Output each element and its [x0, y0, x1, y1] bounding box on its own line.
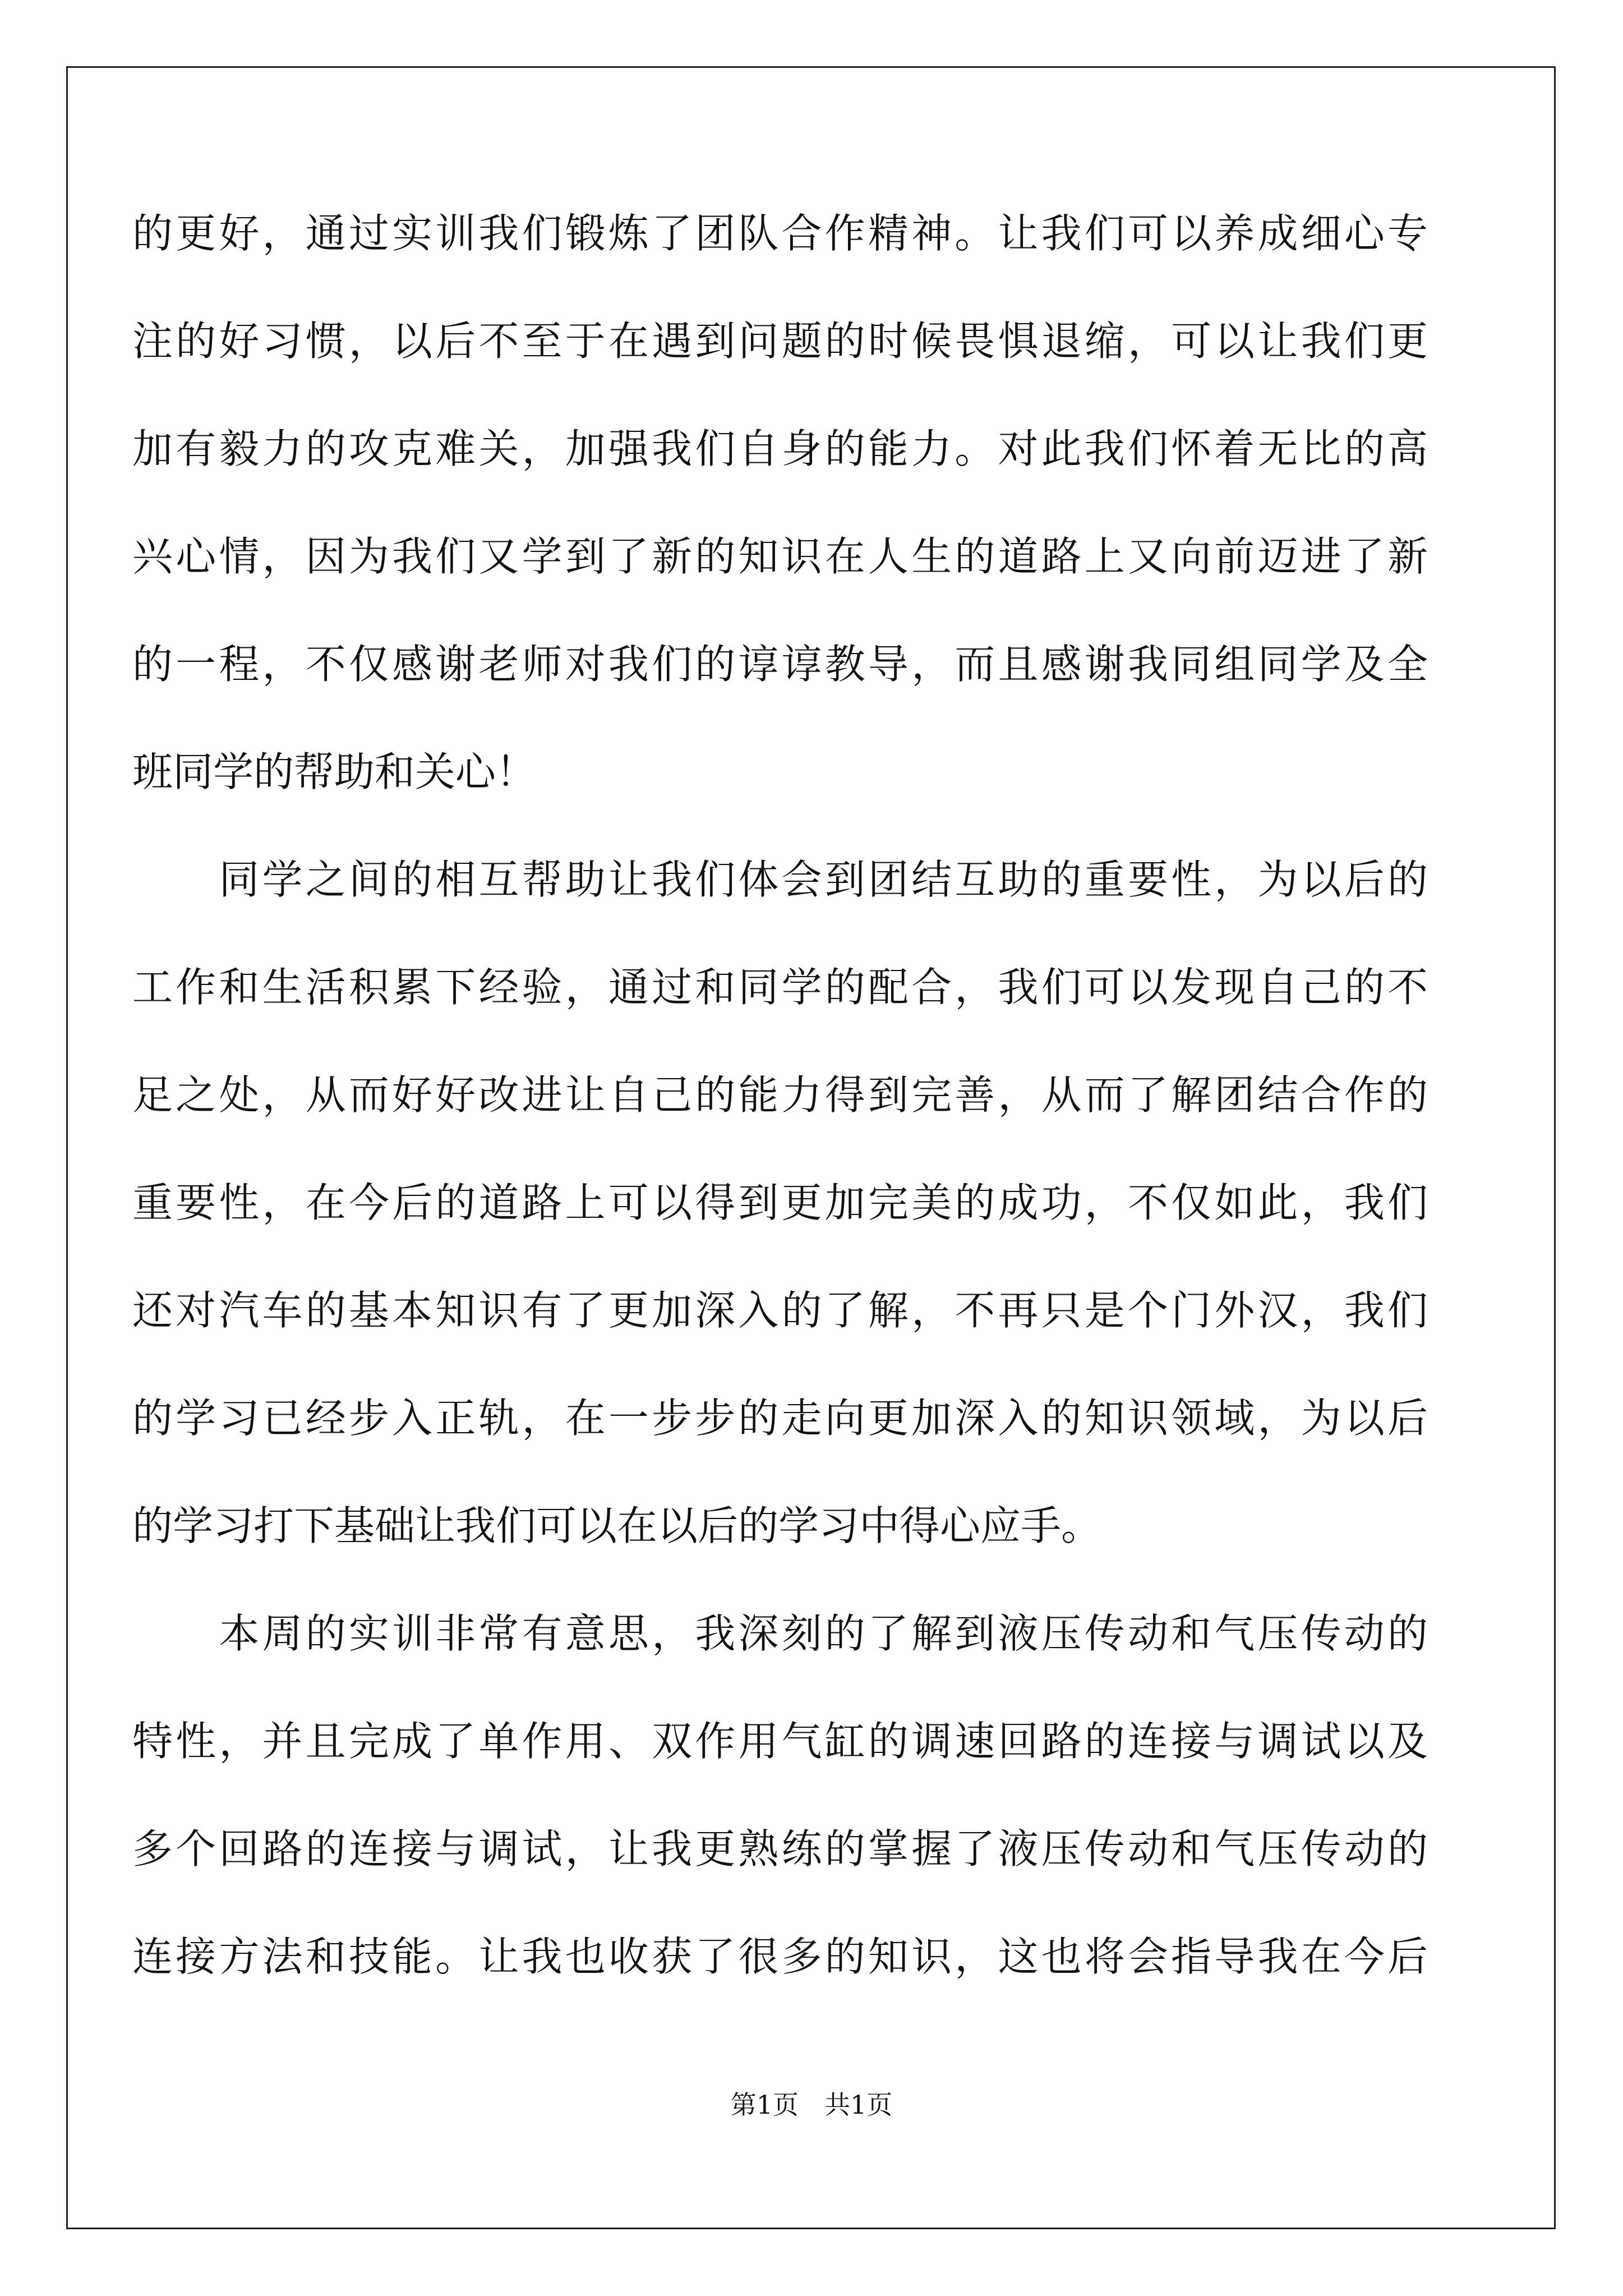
text-line: 的更好，通过实训我们锻炼了团队合作精神。让我们可以养成细心专	[132, 210, 1428, 257]
text-line: 还对汽车的基本知识有了更加深入的了解，不再只是个门外汉，我们	[132, 1287, 1428, 1334]
text-line: 加有毅力的攻克难关，加强我们自身的能力。对此我们怀着无比的高	[132, 425, 1428, 472]
text-line: 的一程，不仅感谢老师对我们的谆谆教导，而且感谢我同组同学及全	[132, 641, 1428, 688]
document-body	[132, 180, 1428, 2010]
text-line: 注的好习惯，以后不至于在遇到问题的时候畏惧退缩，可以让我们更	[132, 318, 1428, 365]
text-line: 的学习打下基础让我们可以在以后的学习中得心应手。	[132, 1502, 1102, 1549]
page-number: 第1页 共1页	[730, 2090, 893, 2120]
text-line: 重要性，在今后的道路上可以得到更加完美的成功，不仅如此，我们	[132, 1179, 1428, 1226]
text-line: 特性，并且完成了单作用、双作用气缸的调速回路的连接与调试以及	[132, 1718, 1428, 1765]
text-line: 多个回路的连接与调试，让我更熟练的掌握了液压传动和气压传动的	[132, 1825, 1428, 1872]
text-line: 连接方法和技能。让我也收获了很多的知识，这也将会指导我在今后	[132, 1933, 1428, 1980]
text-line: 同学之间的相互帮助让我们体会到团结互助的重要性，为以后的	[132, 856, 1428, 903]
text-line: 的学习已经步入正轨，在一步步的走向更加深入的知识领域，为以后	[132, 1395, 1428, 1442]
text-line: 班同学的帮助和关心！	[132, 748, 537, 795]
text-line: 工作和生活积累下经验，通过和同学的配合，我们可以发现自己的不	[132, 964, 1428, 1011]
text-line: 兴心情，因为我们又学到了新的知识在人生的道路上又向前迈进了新	[132, 533, 1428, 580]
text-line: 足之处，从而好好改进让自己的能力得到完善，从而了解团结合作的	[132, 1071, 1428, 1119]
text-line: 本周的实训非常有意思，我深刻的了解到液压传动和气压传动的	[132, 1610, 1428, 1657]
